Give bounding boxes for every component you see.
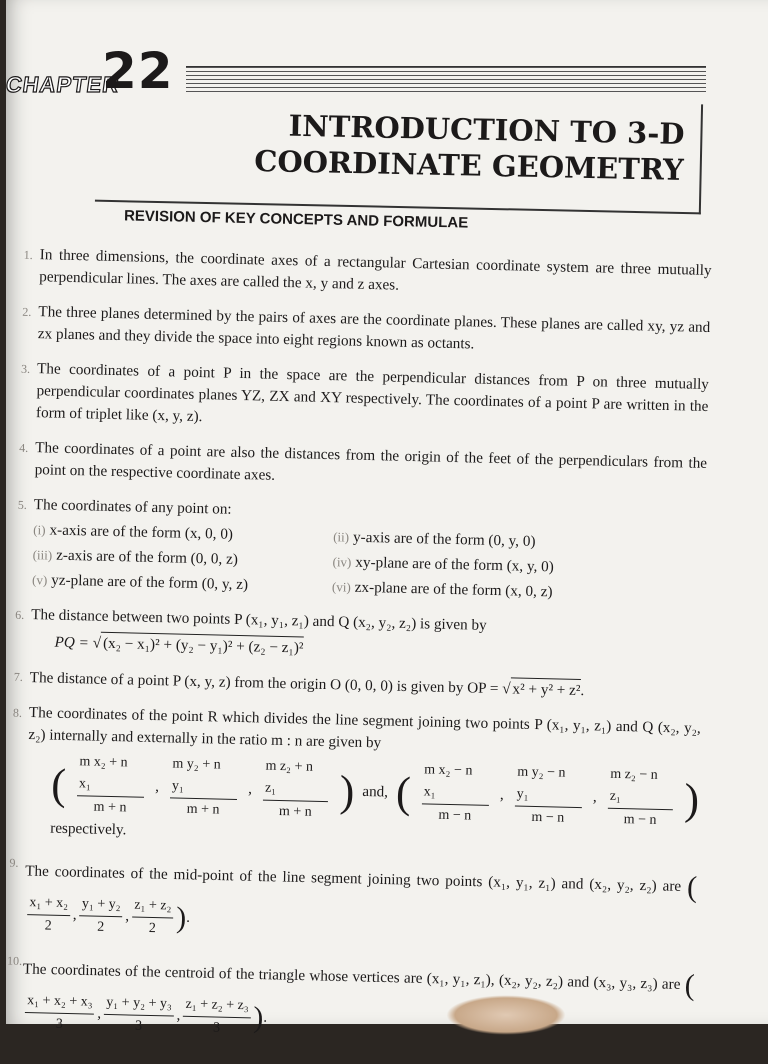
sub-label: (vi): [331, 579, 351, 595]
numerator: m x₂ + n x₁: [77, 751, 145, 798]
item-number: 5.: [17, 497, 28, 512]
sub-text: y-axis are of the form (0, y, 0): [352, 528, 536, 550]
numerator: m y₂ − n y₁: [514, 762, 582, 809]
list-item: [17, 494, 706, 607]
list-item: [6, 950, 696, 1051]
chapter-rule-lines: [186, 66, 706, 93]
left-paren: (: [395, 767, 412, 817]
sub-item: [32, 544, 332, 573]
chapter-tag: CHAPTER: [4, 72, 122, 97]
formula-rhs: x² + y² + z²: [510, 677, 580, 702]
item-text: The distance between two points P (x₁, y₁, z₁) and Q (x₂, y₂, z₂) is given by: [31, 606, 487, 634]
denominator: 2: [44, 918, 52, 934]
denominator: 2: [148, 920, 157, 937]
item-text-main: The distance of a point P (x, y, z) from the origin O (0, 0, 0) is given by OP =: [29, 669, 499, 698]
sqrt-symbol: √: [502, 680, 511, 698]
and-text: and,: [362, 782, 389, 801]
list-item: [19, 437, 708, 497]
chapter-number: 22: [102, 42, 174, 100]
fraction: [24, 990, 94, 1037]
list-item: [13, 666, 702, 705]
denominator: 3: [212, 1020, 221, 1036]
denominator: m − n: [531, 809, 565, 826]
denominator: m + n: [93, 799, 127, 816]
left-paren: (: [684, 968, 696, 1002]
denominator: 2: [97, 919, 105, 935]
denominator: 3: [134, 1018, 143, 1034]
fraction: [183, 994, 251, 1041]
denominator: m + n: [278, 803, 312, 820]
item-text: [30, 666, 702, 705]
list-item: [23, 244, 712, 304]
right-paren: ): [252, 1000, 264, 1035]
sub-label: (iv): [332, 554, 352, 570]
book-page: [4, 0, 768, 1036]
numerator: m z₂ − n z₁: [608, 764, 675, 811]
numerator: m z₂ + n z₁: [263, 756, 330, 803]
right-paren: ): [339, 765, 355, 816]
item-number: 9.: [9, 855, 19, 870]
denominator: m − n: [623, 812, 657, 828]
item-text-main: The coordinates of the centroid of the triangle whose vertices are (x₁, y₁, z₁), (x₂, y₂, z₂) and (x₃, y₃, z₃) are: [22, 960, 681, 993]
item-text: The coordinates of a point P in the space are the perpendicular distances from P on three mutually perpendicular coordinates planes YZ, ZX and XY respectively. The coordinates of a point P are written in the form of triplet like (x, y, z).: [35, 360, 710, 426]
fraction: [76, 751, 145, 820]
fraction: [79, 893, 123, 939]
fraction: [104, 992, 174, 1039]
item-number: 6.: [15, 607, 25, 622]
sub-label: (iii): [32, 547, 53, 563]
sub-item: [33, 519, 333, 548]
list-item: [12, 702, 701, 855]
item-text: The coordinates of the mid-point of the line segment joining two points (x₁, y₁, z₁) and (x₂, y₂, z₂) are ( $\frac{\text{x₁ + x₂}}{2}$ , $\frac{\text{y₁ + y₂}}{2}$ , $\frac{\text{z₁ + z₂}}{2}$ ).: [24, 852, 698, 953]
numerator: x₁ + x₂ + x₃: [25, 990, 95, 1015]
list-item: [15, 604, 703, 669]
item-number: 7.: [13, 669, 23, 684]
fraction: [262, 756, 329, 825]
fraction: [421, 759, 490, 828]
right-paren: ): [175, 901, 187, 935]
formula-rhs: (x₂ − x₁)² + (y₂ − y₁)² + (z₂ − z₁)²: [101, 632, 304, 660]
chapter-title: [254, 107, 685, 188]
numerator: m x₂ − n x₁: [421, 759, 489, 806]
title-line-2: COORDINATE GEOMETRY: [253, 143, 685, 187]
title-box: [95, 92, 703, 215]
denominator: m + n: [186, 801, 220, 818]
sub-text: z-axis are of the form (0, 0, z): [55, 546, 239, 568]
item-text: The coordinates of the point R which divides the line segment joining two points P (x₁, y₁, z₁) and Q (x₂, y₂, z₂) internally and externally in the ratio m : n are given by: [28, 704, 701, 752]
formula-lhs: PQ =: [54, 633, 90, 652]
section-formula: ( $\frac{\text{m x₂ + n x₁}}{m + n}$ , $\frac{\text{m y₂ + n y₁}}{m + n}$ , $\frac{\text{m z₂ + n z₁}}{m + n}$ ) and, ( $\frac{\text{m x₂ − n x₁}}{m - n}$ , $\frac{\text{m y₂ − n y₁}}{m - n}$ , $\frac{\text{m z₂ − n z₁}}{m - n}$ ): [50, 751, 699, 833]
item-number: 2.: [22, 304, 32, 320]
item-end: .: [580, 682, 585, 700]
finger-shadow: [446, 995, 566, 1035]
denominator: 3: [55, 1016, 64, 1032]
numerator: m y₂ + n y₁: [170, 753, 238, 800]
item-end: .: [263, 1008, 268, 1026]
numerator: y₁ + y₂ + y₃: [104, 992, 174, 1017]
item-text: The coordinates of a point are also the distances from the origin of the feet of the perpendiculars from the point on the respective coordinate axes.: [34, 439, 708, 484]
right-paren: ): [683, 774, 700, 824]
item-text: The coordinates of any point on:: [33, 496, 232, 518]
item-end: .: [186, 908, 191, 926]
section-heading: REVISION OF KEY CONCEPTS AND FORMULAE: [123, 207, 469, 232]
item-after-text: respectively.: [50, 819, 127, 839]
fraction: [514, 762, 583, 831]
sub-label: (v): [31, 572, 48, 588]
denominator: m − n: [438, 807, 472, 824]
sub-item: [332, 576, 672, 606]
numerator: z₁ + z₂: [132, 895, 174, 919]
sub-text: xy-plane are of the form (x, y, 0): [355, 553, 555, 576]
left-paren: (: [686, 870, 698, 904]
numerator: y₁ + y₂: [80, 893, 123, 917]
sub-text: x-axis are of the form (x, 0, 0): [49, 521, 234, 543]
numerator: x₁ + x₂: [27, 892, 70, 916]
item-number: 3.: [20, 361, 31, 376]
item-text-main: The coordinates of the mid-point of the line segment joining two points (x₁, y₁, z₁) and (x₂, y₂, z₂) are: [25, 862, 682, 895]
fraction: [27, 892, 71, 938]
fraction: [169, 753, 238, 822]
title-line-1: INTRODUCTION TO 3-D: [288, 108, 685, 151]
sub-item: [32, 569, 332, 598]
sub-label: (ii): [333, 529, 350, 545]
sub-text: yz-plane are of the form (0, y, z): [51, 571, 249, 594]
sub-list: [32, 519, 706, 607]
item-number: 8.: [12, 705, 23, 720]
item-text: In three dimensions, the coordinate axes of a rectangular Cartesian coordinate system are three mutually perpendicular lines. The axes are called the x, y and z axes.: [39, 246, 712, 294]
fraction: [607, 764, 674, 833]
list-item: [9, 852, 698, 953]
fraction: [132, 895, 174, 941]
item-text: The three planes determined by the pairs of axes are the coordinate planes. These planes are called xy, yz and zx planes and they divide the space into eight regions known as octants.: [37, 303, 711, 353]
list-item: [20, 358, 710, 440]
sub-label: (i): [33, 522, 46, 538]
list-item: [22, 301, 711, 361]
item-number: 10.: [6, 953, 23, 968]
sqrt-symbol: √: [92, 634, 102, 652]
sub-text: zx-plane are of the form (x, 0, z): [354, 578, 553, 601]
item-number: 1.: [23, 247, 33, 263]
left-paren: (: [50, 759, 67, 809]
item-text: The coordinates of the centroid of the triangle whose vertices are (x₁, y₁, z₁), (x₂, y₂, z₂) and (x₃, y₃, z₃) are ( $\frac{\text{x₁ + x₂ + x₃}}{3}$ , $\frac{\text{y₁ + y₂ + y₃}}{3}$ , $\frac{\text{z₁ + z₂ + z₃}}{3}$ ).: [21, 950, 695, 1051]
content-body: [6, 244, 712, 1064]
numerator: z₁ + z₂ + z₃: [183, 994, 251, 1019]
item-number: 4.: [19, 440, 29, 455]
